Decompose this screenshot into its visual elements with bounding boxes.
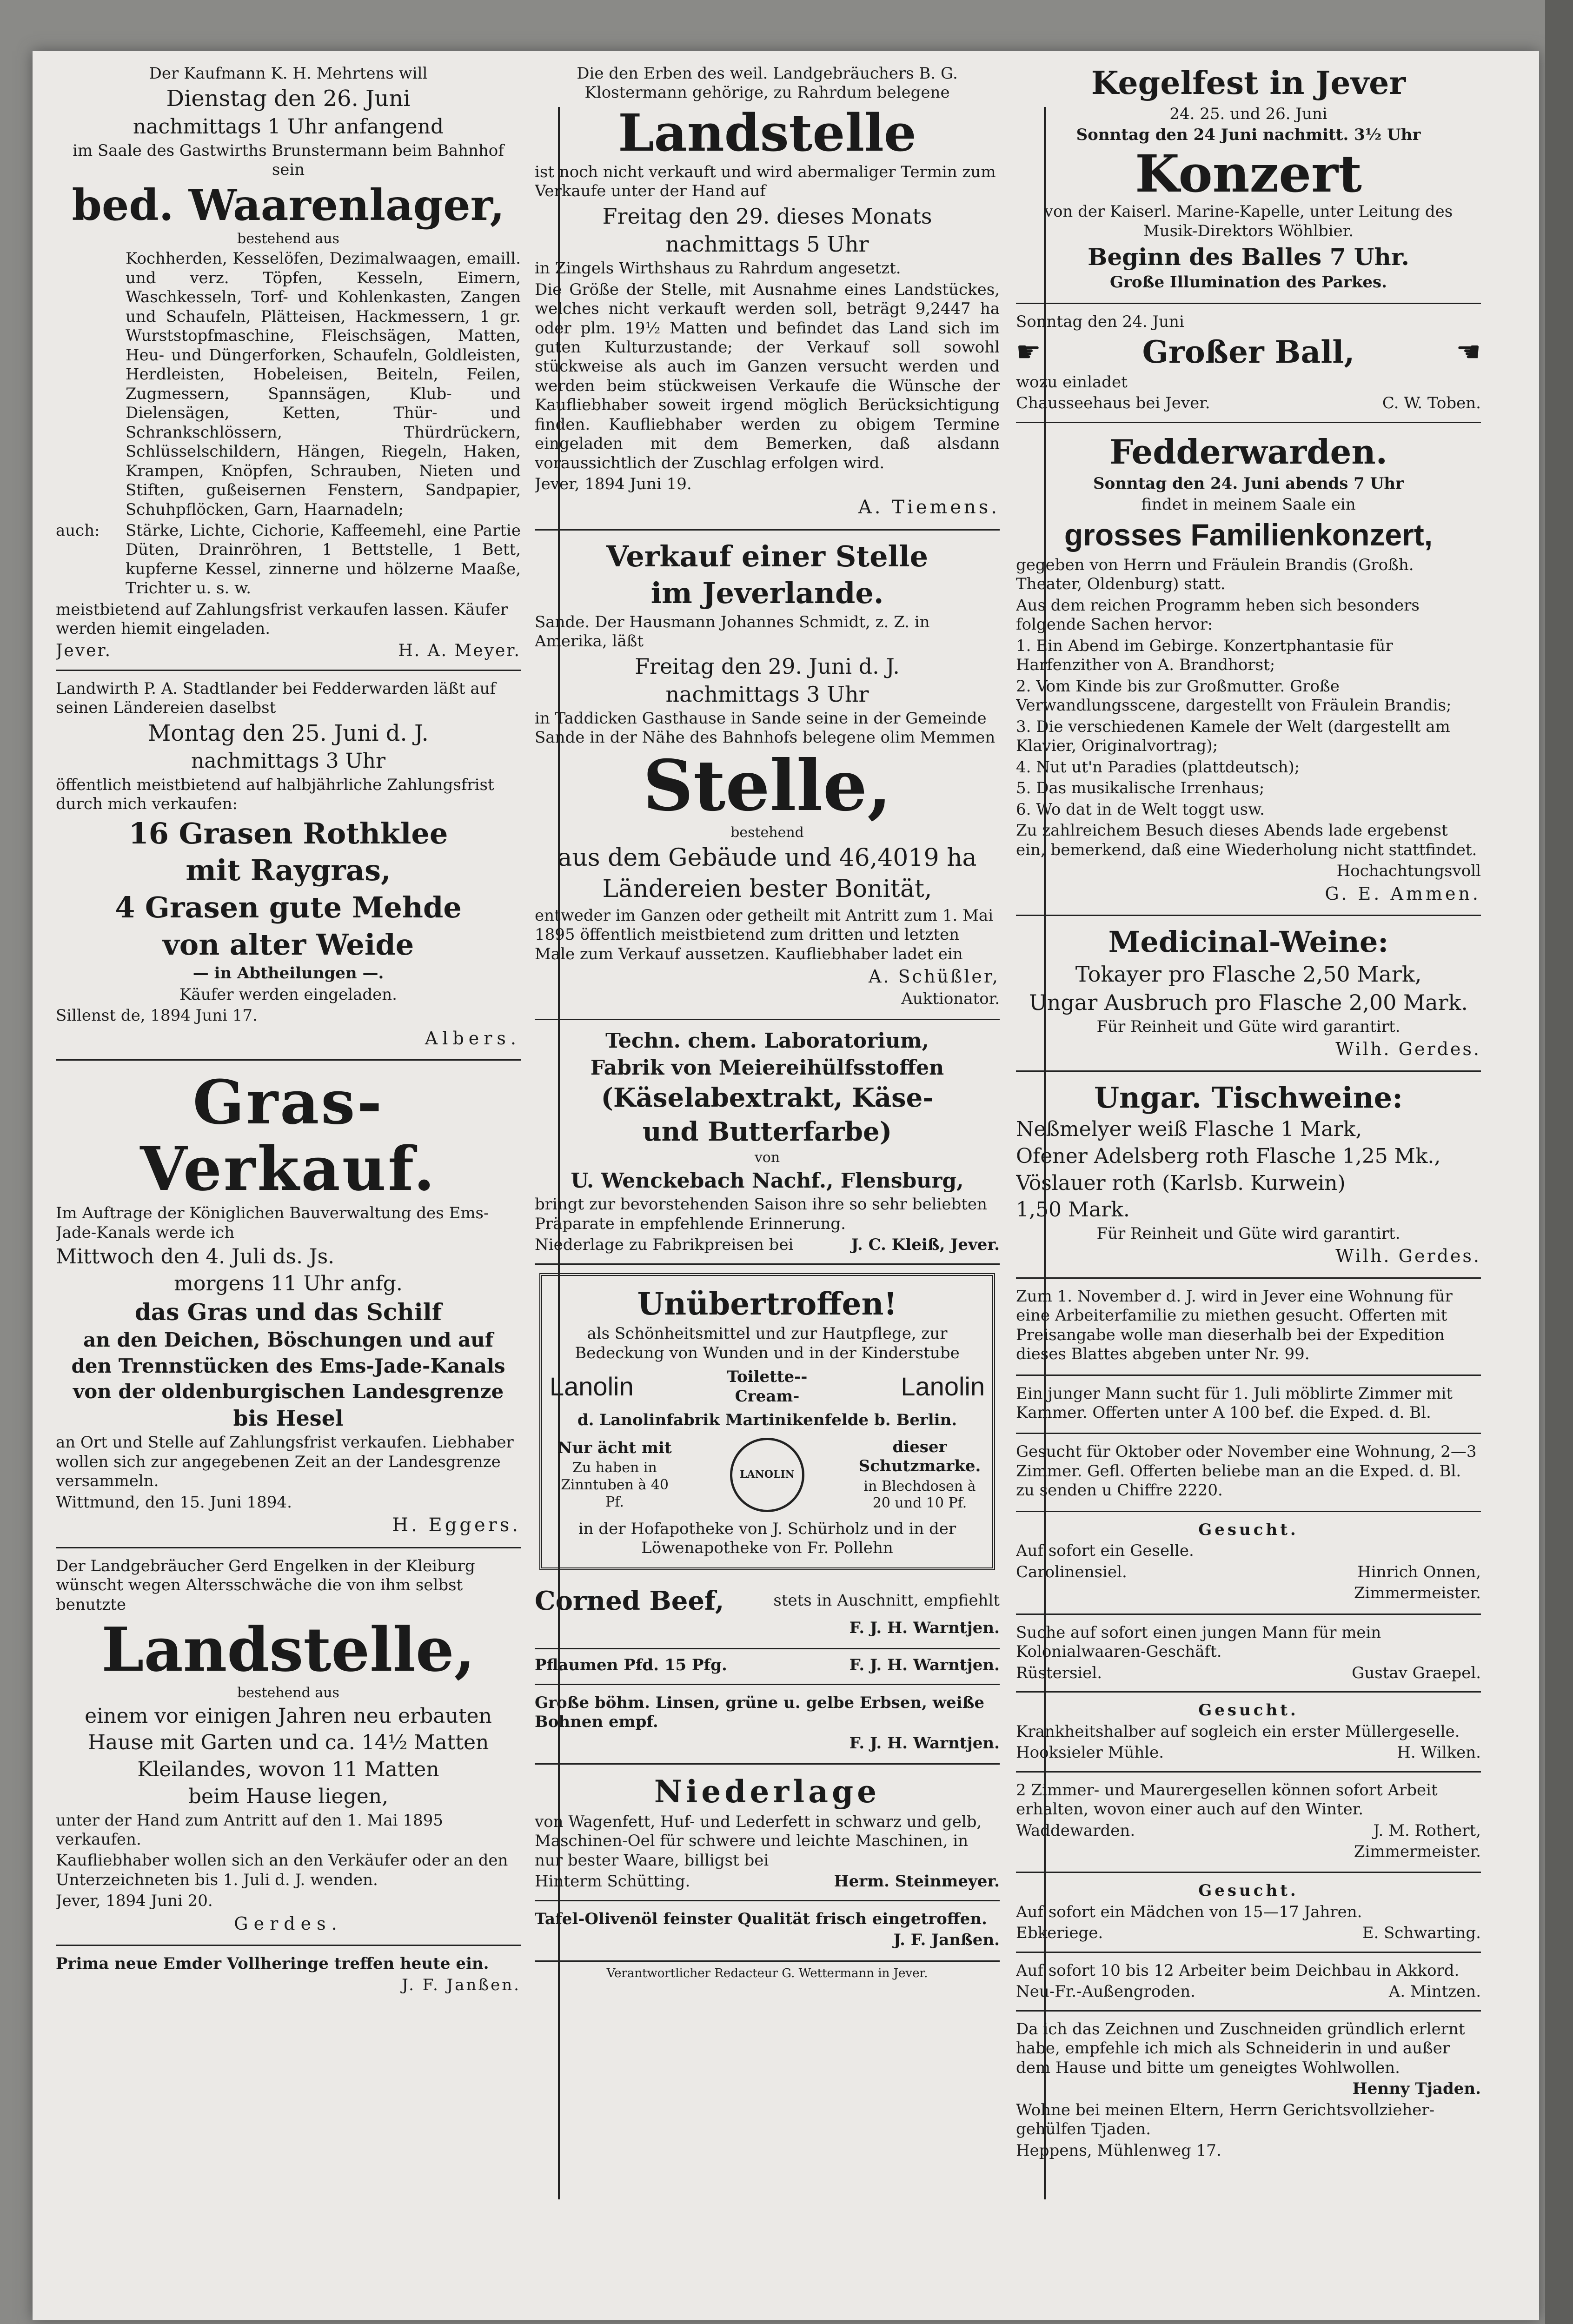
ad-title: Niederlage	[654, 1773, 881, 1810]
ad-depot: Niederlage zu Fabrikpreisen bei	[535, 1235, 794, 1255]
ad-item: von alter Weide	[162, 927, 414, 962]
ad-sig-role: Auktionator.	[901, 989, 1000, 1008]
ad-firm: U. Wenckebach Nachf., Flensburg,	[571, 1169, 964, 1193]
ad-intro: Die den Erben des weil. Landgebräuchers B. G. Klostermann gehörige, zu Rahrdum belegene	[577, 64, 958, 102]
column-2	[535, 56, 1000, 2204]
program-item: 5. Das musikalische Irrenhaus;	[1016, 779, 1265, 798]
ad-text: Da ich das Zeichnen und Zuschneiden gründlich erlernt habe, empfehle ich mich als Schneiderin in und außer dem Hause und bitte um geneigtes Wohlwollen.	[1016, 2019, 1465, 2077]
ad-wohnung-2	[1016, 1434, 1481, 1512]
ad-place: in Taddicken Gasthause in Sande seine in der Gemeinde Sande in der Nähe des Bahnhofs belegene olim Memmen	[535, 709, 996, 747]
ad-line: Fabrik von Meiereihülfsstoffen	[590, 1056, 944, 1080]
pointing-hand-right-icon: ☛	[1016, 335, 1041, 368]
ad-signature	[56, 641, 521, 661]
ad-title: im Jeverlande.	[650, 576, 884, 611]
column-3	[1016, 56, 1481, 2204]
ad-big: grosses Familienkonzert,	[1064, 518, 1433, 552]
ad-sig-name: J. C. Kleiß, Jever.	[851, 1235, 1000, 1255]
ad-sig-name: C. W. Toben.	[1382, 394, 1481, 413]
program-item: 2. Vom Kinde bis zur Großmutter. Große Verwandlungsscene, dargestellt von Fräulein Brandis;	[1016, 677, 1452, 715]
ad-by: gegeben von Herrn und Fräulein Brandis (Großh. Theater, Oldenburg) statt.	[1016, 556, 1414, 594]
ad-place: Rüstersiel.	[1016, 1663, 1102, 1682]
ad-lanolin	[539, 1273, 995, 1570]
ad-sig-name: J. M. Rothert,	[1373, 1821, 1481, 1840]
ad-sig-name: H. Eggers.	[392, 1514, 521, 1536]
ad-date: Freitag den 29. dieses Monats	[602, 203, 932, 229]
ad-brand-row	[550, 1368, 985, 1406]
ad-line: den Trennstücken des Ems-Jade-Kanals	[71, 1354, 505, 1377]
ad-line: und Butterfarbe)	[642, 1116, 892, 1147]
ad-line: aus dem Gebäude und 46,4019 ha	[558, 843, 977, 872]
ad-regards: Hochachtungsvoll	[1336, 862, 1481, 881]
ad-ball: Beginn des Balles 7 Uhr.	[1088, 243, 1409, 271]
ad-medicinal-weine	[1016, 916, 1481, 1072]
ad-signature	[535, 1235, 1000, 1255]
ad-sig-name: Wilh. Gerdes.	[1335, 1246, 1481, 1267]
ad-linsen	[535, 1685, 1000, 1765]
ad-illum: Große Illumination des Parkes.	[1109, 273, 1387, 292]
ad-sig-role: Zimmermeister.	[1354, 1584, 1481, 1603]
ad-only: Nur ächt mit	[558, 1439, 672, 1457]
ad-title: Gesucht.	[1198, 1520, 1299, 1539]
ad-maurergesellen	[1016, 1773, 1481, 1873]
ad-niederlage	[535, 1765, 1000, 1901]
ad-landstelle-klostermann	[535, 56, 1000, 531]
ad-kolonialwaaren	[1016, 1615, 1481, 1693]
ad-text: Ein junger Mann sucht für 1. Juli möblirte Zimmer mit Kammer. Offerten unter A 100 bef. die Exped. d. Bl.	[1016, 1384, 1453, 1422]
ad-place: Hinterm Schütting.	[535, 1872, 690, 1891]
ad-zimmer	[1016, 1376, 1481, 1434]
ad-sig-name: H. A. Meyer.	[398, 641, 521, 660]
ad-item: 16 Grasen Rothklee	[128, 816, 448, 850]
ad-text: Tafel-Olivenöl feinster Qualität frisch eingetroffen.	[535, 1909, 987, 1928]
ad-place-date: Jever, 1894 Juni 20.	[56, 1892, 213, 1911]
ad-brand: Lanolin	[901, 1372, 985, 1401]
column-1	[56, 56, 521, 2204]
ad-line: Ländereien bester Bonität,	[602, 875, 932, 903]
ad-body: von Wagenfett, Huf- und Lederfett in schwarz und gelb, Maschinen-Oel für schwere und leichte Maschinen, in nur bester Waare, billigst bei	[535, 1812, 982, 1870]
ad-text: Auf sofort ein Mädchen von 15—17 Jahren.	[1016, 1902, 1362, 1921]
ad-mark: dieser Schutzmarke.	[858, 1437, 981, 1476]
ad-invite: wozu einladet	[1016, 372, 1128, 392]
ad-sig-name: J. F. Janßen.	[402, 1975, 521, 1994]
ad-intro: Im Auftrage der Königlichen Bauverwaltung des Ems-Jade-Kanals werde ich	[56, 1204, 489, 1242]
ad-line: Ofener Adelsberg roth Flasche 1,25 Mk.,	[1016, 1144, 1441, 1168]
ad-guar: Für Reinheit und Güte wird garantirt.	[1096, 1017, 1400, 1036]
ad-line: Hause mit Garten und ca. 14½ Matten	[87, 1731, 489, 1755]
ad-where: in der Hofapotheke von J. Schürholz und in der Löwenapotheke von Fr. Pollehn	[578, 1519, 956, 1558]
ad-date: Sonntag den 24. Juni	[1016, 312, 1184, 331]
ad-line: Neßmelyer weiß Flasche 1 Mark,	[1016, 1117, 1362, 1142]
ad-title: Landstelle	[618, 102, 916, 163]
ad-line: bis Hesel	[233, 1406, 344, 1431]
ad-line: das Gras und das Schilf	[134, 1298, 442, 1326]
ad-line: Techn. chem. Laboratorium,	[605, 1029, 929, 1053]
ad-intro: Der Kaufmann K. H. Mehrtens will	[149, 64, 428, 83]
ad-maedchen	[1016, 1873, 1481, 1952]
ad-sunday: Sonntag den 24 Juni nachmitt. 3½ Uhr	[1076, 126, 1421, 145]
ad-big: Konzert	[1135, 143, 1362, 204]
ad-gras-verkauf	[56, 1061, 521, 1548]
ad-terms: meistbietend auf Zahlungsfrist verkaufen lassen. Käufer werden hiemit eingeladen.	[56, 600, 508, 638]
ad-body: Kochherden, Kesselöfen, Dezimalwaagen, emaill. und verz. Töpfen, Kesseln, Eimern, Waschkesseln, Torf- und Kohlenkasten, Zangen und Schaufeln, Plätteisen, Hackmessern, 1 gr. Wurststopfmaschine, Fleischsägen, Matten, Heu- und Düngerforken, Schaufeln, Goldleisten, Herdleisten, Hobeleisen, Beiteln, Feilen, Zugmessern, Spannsägen, Klub- und Dielensägen, Ketten, Thür- und Schrankschlössern, Thürdrückern, Schlüsselschildern, Hängen, Riegeln, Haken, Krampen, Knöpfen, Schrauben, Nieten und Stiften, gußeisernen Fenstern, Sandpapier, Schuhpflöcken, Garn, Haarnadeln;	[126, 249, 521, 519]
ad-sig-name: G. E. Ammen.	[1325, 883, 1481, 904]
ad-sig-name: Albers.	[425, 1028, 521, 1049]
ad-title: Fedderwarden.	[1109, 432, 1387, 471]
ad-fedderwarden	[1016, 423, 1481, 916]
ad-time: nachmittags 1 Uhr anfangend	[133, 115, 444, 139]
ad-sig-name: E. Schwarting.	[1362, 1924, 1481, 1943]
ad-sig-name: A. Tiemens.	[858, 496, 1000, 518]
ad-sig-name: F. J. H. Warntjen.	[849, 1656, 1000, 1675]
program-item: 3. Die verschiedenen Kamele der Welt (dargestellt am Klavier, Originalvortrag);	[1016, 717, 1450, 756]
ad-terms: öffentlich meistbietend auf halbjährliche Zahlungsfrist durch mich verkaufen:	[56, 775, 494, 814]
ad-place-date: Jever, 1894 Juni 19.	[535, 475, 692, 494]
ad-time: nachmittags 3 Uhr	[191, 749, 386, 773]
ad-also-label: auch:	[56, 521, 100, 540]
program-item: 6. Wo dat in de Welt toggt usw.	[1016, 800, 1265, 819]
ad-intro: Sande. Der Hausmann Johannes Schmidt, z. Z. in Amerika, läßt	[535, 612, 930, 651]
ad-dates: 24. 25. und 26. Juni	[1169, 104, 1327, 123]
ad-line: 1,50 Mark.	[1016, 1198, 1130, 1222]
ad-sig-name: F. J. H. Warntjen.	[849, 1618, 1000, 1637]
ad-gesucht-geselle	[1016, 1512, 1481, 1615]
ad-text: Große böhm. Linsen, grüne u. gelbe Erbsen, weiße Bohnen empf.	[535, 1693, 985, 1732]
ad-place: findet in meinem Saale ein	[1141, 495, 1356, 514]
ad-sub: bestehend aus	[237, 230, 339, 247]
ad-pflaumen	[535, 1649, 1000, 1685]
ad-intro: Landwirth P. A. Stadtlander bei Fedderwarden läßt auf seinen Ländereien daselbst	[56, 679, 496, 717]
ad-place: in Zingels Wirthshaus zu Rahrdum angesetzt.	[535, 259, 901, 278]
ad-title: Unübertroffen!	[637, 1285, 897, 1322]
ad-title: Kegelfest in Jever	[1091, 65, 1406, 102]
ad-olivenoel	[535, 1901, 1000, 1962]
ad-date: Montag den 25. Juni d. J.	[148, 720, 429, 746]
ad-text: stets in Auschnitt, empfiehlt	[773, 1591, 1000, 1610]
ad-title: Gesucht.	[1198, 1881, 1299, 1900]
ad-sig-name: Wilh. Gerdes.	[1335, 1039, 1481, 1060]
ad-also-text: Stärke, Lichte, Cichorie, Kaffeemehl, eine Partie Düten, Drainröhren, 1 Bettstelle, 1 Bett, kupferne Kessel, zinnerne und hölzerne Maaße, Trichter u. s. w.	[126, 521, 521, 598]
ad-title: Corned Beef,	[535, 1585, 724, 1616]
ad-time: morgens 11 Uhr anfg.	[174, 1271, 403, 1295]
ad-place: Neu-Fr.-Außengroden.	[1016, 1982, 1195, 2001]
ad-place: Waddewarden.	[1016, 1821, 1135, 1840]
ad-sig-name: A. Mintzen.	[1388, 1982, 1481, 2001]
ad-sig-place: Jever.	[56, 641, 112, 660]
ad-item: — in Abtheilungen —.	[192, 964, 384, 983]
ad-muellergeselle	[1016, 1693, 1481, 1772]
ad-place: im Saale des Gastwirths Brunstermann beim Bahnhof sein	[73, 141, 504, 179]
ad-line: als Schönheitsmittel und zur Hautpflege, zur Bedeckung von Wunden und in der Kinderstube	[575, 1324, 960, 1362]
ad-line: an den Deichen, Böschungen und auf	[83, 1328, 493, 1352]
ad-place-date: Sillenst de, 1894 Juni 17.	[56, 1006, 258, 1025]
ad-sig-name: J. F. Janßen.	[893, 1931, 1000, 1950]
ad-sig-name: Henny Tjaden.	[1352, 2079, 1481, 2098]
ad-sub: bestehend	[730, 824, 804, 841]
ad-time: nachmittags 5 Uhr	[665, 231, 869, 257]
ad-maker: d. Lanolinfabrik Martinikenfelde b. Berlin.	[577, 1411, 957, 1430]
ad-title: Landstelle,	[101, 1614, 475, 1686]
ad-landstelle-engelken	[56, 1548, 521, 1946]
ad-street: Heppens, Mühlenweg 17.	[1016, 2141, 1221, 2160]
ad-title: Medicinal-Weine:	[1108, 924, 1389, 959]
ad-sub: bestehend aus	[237, 1685, 339, 1701]
ad-date: Mittwoch den 4. Juli ds. Js.	[56, 1244, 335, 1268]
ad-text: 2 Zimmer- und Maurergesellen können sofort Arbeit erhalten, wovon einer auch auf den Winter.	[1016, 1780, 1438, 1819]
ad-place-date: Wittmund, den 15. Juni 1894.	[56, 1493, 292, 1512]
ad-place: Chausseehaus bei Jever.	[1016, 394, 1210, 413]
ad-place: Ebkeriege.	[1016, 1924, 1103, 1943]
ad-grosser-ball	[1016, 304, 1481, 423]
ad-von: von	[754, 1149, 780, 1166]
ad-tubes: Zu haben in Zinntuben à 40 Pf.	[561, 1460, 669, 1510]
editor-footer: Verantwortlicher Redacteur G. Wettermann in Jever.	[606, 1966, 928, 1980]
ad-text: Gesucht für Oktober oder November eine Wohnung, 2—3 Zimmer. Gefl. Offerten beliebe man an die Exped. d. Bl. zu senden u Chiffre 2220.	[1016, 1442, 1477, 1500]
ad-title: Gesucht.	[1198, 1701, 1299, 1720]
ad-contact: Kaufliebhaber wollen sich an den Verkäufer oder an den Unterzeichneten bis 1. Juli d. J. wenden.	[56, 1851, 508, 1889]
ad-vollheringe	[56, 1946, 521, 2005]
ad-sig-name: Herm. Steinmeyer.	[834, 1872, 1000, 1891]
ad-line: ist noch nicht verkauft und wird abermaliger Termin zum Verkaufe unter der Hand auf	[535, 162, 996, 201]
ad-text: Zum 1. November d. J. wird in Jever eine Wohnung für eine Arbeiterfamilie zu miethen gesucht. Offerten mit Preisangabe wolle man dieserhalb bei der Expedition dieses Blattes abgeben unter Nr. 99.	[1016, 1287, 1453, 1364]
ad-outro: Zu zahlreichem Besuch dieses Abends lade ergebenst ein, bemerkend, daß eine Wiederholung nicht stattfindet.	[1016, 821, 1477, 859]
ad-terms: entweder im Ganzen oder getheilt mit Antritt zum 1. Mai 1895 öffentlich meistbietend zum dritten und letzten Male zum Verkauf aussetzen. Kaufliebhaber ladet ein	[535, 906, 994, 963]
ad-item: mit Raygras,	[186, 853, 391, 888]
ad-also	[56, 521, 521, 598]
lanolin-trademark-icon	[730, 1438, 804, 1512]
ad-brand-mid: Toilette--Cream-	[727, 1368, 808, 1406]
ad-tischweine	[1016, 1072, 1481, 1279]
ad-brand: Lanolin	[550, 1372, 634, 1401]
ad-line: einem vor einigen Jahren neu erbauten	[85, 1704, 492, 1728]
ad-invite: Käufer werden eingeladen.	[179, 985, 397, 1004]
ad-intro: Aus dem reichen Programm heben sich besonders folgende Sachen hervor:	[1016, 596, 1420, 634]
ad-wenckebach	[535, 1020, 1000, 1265]
ad-line: beim Hause liegen,	[188, 1784, 389, 1808]
ad-kegelfest	[1016, 56, 1481, 304]
ad-terms: unter der Hand zum Antritt auf den 1. Mai 1895 verkaufen.	[56, 1811, 443, 1849]
ad-body: bringt zur bevorstehenden Saison ihre so sehr beliebten Präparate in empfehlende Erinnerung.	[535, 1195, 987, 1233]
page-edge-shadow	[1545, 0, 1573, 2324]
ad-mark-row	[550, 1436, 985, 1514]
ad-place: Carolinensiel.	[1016, 1562, 1127, 1581]
ad-line: Kleilandes, wovon 11 Matten	[137, 1758, 439, 1782]
ad-text: Prima neue Emder Vollheringe treffen heute ein.	[56, 1954, 489, 1973]
ad-title: Stelle,	[643, 744, 892, 827]
ad-text: Auf sofort 10 bis 12 Arbeiter beim Deichbau in Akkord.	[1016, 1961, 1460, 1980]
ad-date: Dienstag den 26. Juni	[166, 86, 411, 112]
ad-sig-name: Gustav Graepel.	[1352, 1663, 1481, 1682]
ad-date: Freitag den 29. Juni d. J.	[635, 653, 900, 679]
ad-sig-name: F. J. H. Warntjen.	[849, 1733, 1000, 1753]
ad-guar: Für Reinheit und Güte wird garantirt.	[1096, 1224, 1400, 1243]
ad-corned-beef	[535, 1579, 1000, 1650]
ad-date: Sonntag den 24. Juni abends 7 Uhr	[1093, 474, 1404, 493]
ad-time: nachmittags 3 Uhr	[665, 681, 869, 707]
ad-line: Tokayer pro Flasche 2,50 Mark,	[1075, 962, 1422, 987]
program-item: 1. Ein Abend im Gebirge. Konzertphantasie für Harfenzither von A. Brandhorst;	[1016, 636, 1393, 675]
ad-deichbau	[1016, 1953, 1481, 2012]
ad-title: Verkauf einer Stelle	[606, 539, 929, 573]
ad-rothklee	[56, 671, 521, 1061]
ad-tins: in Blechdosen à 20 und 10 Pf.	[863, 1478, 976, 1512]
logo-text: LANOLIN	[740, 1468, 795, 1481]
program-item: 4. Nut ut'n Paradies (plattdeutsch);	[1016, 757, 1300, 777]
ad-text: Krankheitshalber auf sogleich ein erster Müllergeselle.	[1016, 1722, 1460, 1741]
ad-place: Hooksieler Mühle.	[1016, 1743, 1164, 1762]
ad-text: Pflaumen Pfd. 15 Pfg.	[535, 1656, 727, 1675]
ad-text: Auf sofort ein Geselle.	[1016, 1541, 1194, 1560]
ad-body: Die Größe der Stelle, mit Ausnahme eines Landstückes, welches nicht verkauft werden soll, beträgt 9,2447 ha oder plm. 19½ Matten und befindet das Land sich im guten Kulturzustande; der Verkauf soll sowohl stückweise als auch im Ganzen versucht werden und werden beim stückweisen Verkaufe die Wünsche der Kaufliebhaber soweit irgend möglich Berücksichtigung finden. Kaufliebhaber werden zu obigem Termine eingeladen mit dem Bemerken, daß alsdann voraussichtlich der Zuschlag erfolgen wird.	[535, 280, 1000, 472]
ad-line: von der oldenburgischen Landesgrenze	[73, 1380, 504, 1403]
ad-title: Gras-Verkauf.	[140, 1067, 437, 1205]
ad-text: Suche auf sofort einen jungen Mann für mein Kolonialwaaren-Geschäft.	[1016, 1623, 1381, 1661]
ad-schneiderin	[1016, 2012, 1481, 2171]
ad-waarenlager	[56, 56, 521, 671]
ad-title: bed. Waarenlager,	[72, 179, 505, 230]
ad-sig-name: A. Schüßler,	[869, 966, 1000, 987]
pointing-hand-left-icon: ☚	[1456, 335, 1481, 368]
ad-band: von der Kaiserl. Marine-Kapelle, unter Leitung des Musik-Direktors Wöhlbier.	[1044, 202, 1453, 240]
ad-line: (Käselabextrakt, Käse-	[601, 1082, 934, 1114]
ad-terms: an Ort und Stelle auf Zahlungsfrist verkaufen. Liebhaber wollen sich zur angegebenen Zeit an der Landesgrenze versammeln.	[56, 1433, 514, 1491]
ad-line: Ungar Ausbruch pro Flasche 2,00 Mark.	[1029, 989, 1468, 1015]
ad-wohnung-1	[1016, 1279, 1481, 1376]
ad-intro: Der Landgebräucher Gerd Engelken in der Kleiburg wünscht wegen Altersschwäche die von ihm selbst benutzte	[56, 1556, 475, 1614]
ad-stelle-jeverland	[535, 531, 1000, 1021]
ad-sig-name: H. Wilken.	[1397, 1743, 1481, 1762]
ad-addr: Wohne bei meinen Eltern, Herrn Gerichtsvollzieher-gehülfen Tjaden.	[1016, 2100, 1435, 2139]
ad-sig-name: Hinrich Onnen,	[1357, 1562, 1481, 1581]
ad-item: 4 Grasen gute Mehde	[115, 890, 462, 925]
ad-sig-name: Gerdes.	[234, 1913, 343, 1934]
ad-sig-role: Zimmermeister.	[1354, 1842, 1481, 1861]
ad-title: Ungar. Tischweine:	[1094, 1080, 1403, 1115]
ad-title: Großer Ball,	[1142, 334, 1355, 371]
ad-line: Vöslauer roth (Karlsb. Kurwein)	[1016, 1171, 1346, 1195]
